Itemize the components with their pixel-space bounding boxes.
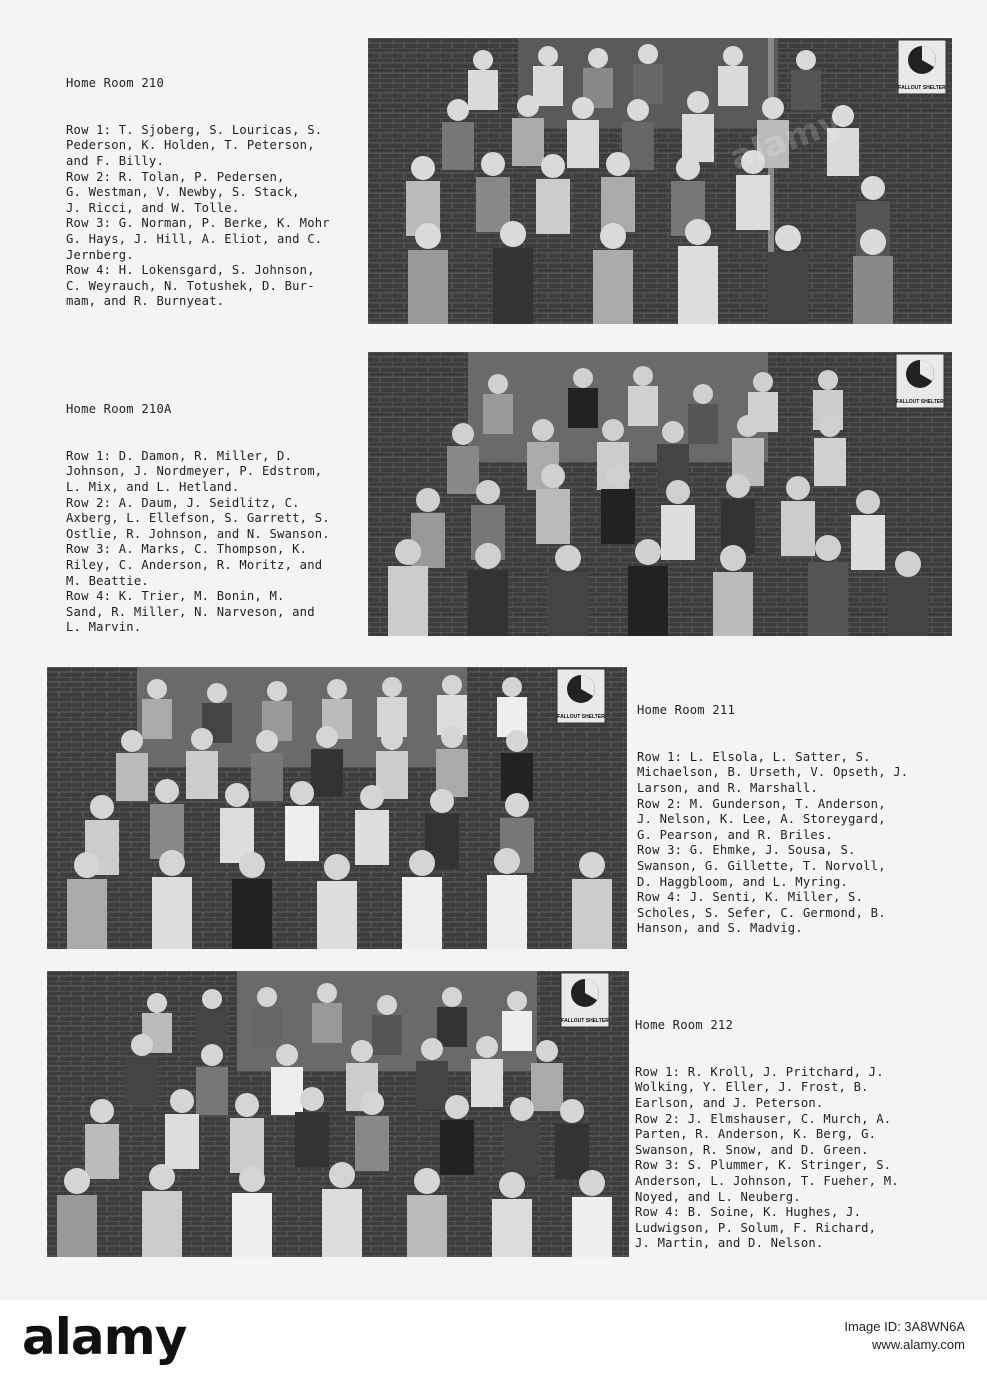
- stock-image-info: [844, 1318, 965, 1354]
- fallout-shelter-sign: [898, 40, 946, 94]
- shelter-sign-text: FALLOUT SHELTER: [896, 399, 944, 405]
- alamy-logo: alamy: [22, 1308, 187, 1366]
- shelter-sign-text: FALLOUT SHELTER: [561, 1018, 609, 1024]
- fallout-shelter-sign: [561, 973, 609, 1027]
- caption-home-room-212: [635, 1002, 935, 1252]
- caption-home-room-211: [637, 687, 937, 937]
- section-title: Home Room 212: [635, 1017, 733, 1032]
- class-photo-210a: [368, 352, 952, 636]
- section-names: Row 1: T. Sjoberg, S. Louricas, S. Pederson, K. Holden, T. Peterson, and F. Billy. Row 2: R. Tolan, P. Pedersen, G. Westman, V. Newby, S. Stack, J. Ricci, and W. Tolle. Row 3: G. Norman, P. Berke, K. Mohr G. Hays, J. Hill, A. Eliot, and C. Jernberg. Row 4: H. Lokensgard, S. Johnson, C. Weyrauch, N. Totushek, D. Bur- mam, and R. Burnyeat.: [66, 122, 330, 309]
- fallout-shelter-sign: [557, 669, 605, 723]
- shelter-sign-text: FALLOUT SHELTER: [898, 85, 946, 91]
- section-title: Home Room 210: [66, 75, 164, 90]
- class-photo-211: [47, 667, 627, 949]
- section-title: Home Room 211: [637, 702, 735, 717]
- class-photo-212: [47, 971, 629, 1257]
- section-names: Row 1: R. Kroll, J. Pritchard, J. Wolking, Y. Eller, J. Frost, B. Earlson, and J. Peterson. Row 2: J. Elmshauser, C. Murch, A. Parten, R. Anderson, K. Berg, G. Swanson, R. Snow, and D. Green. Row 3: S. Plummer, K. Stringer, S. Anderson, L. Johnson, T. Fueher, M. Noyed, and L. Neuberg. Row 4: B. Soine, K. Hughes, J. Ludwigson, P. Solum, F. Richard, J. Martin, and D. Nelson.: [635, 1064, 899, 1251]
- section-names: Row 1: D. Damon, R. Miller, D. Johnson, J. Nordmeyer, P. Edstrom, L. Mix, and L. Hetland. Row 2: A. Daum, J. Seidlitz, C. Axberg, L. Ellefson, S. Garrett, S. Ostlie, R. Johnson, and N. Swanson. Row 3: A. Marks, C. Thompson, K. Riley, C. Anderson, R. Moritz, and M. Beattie. Row 4: K. Trier, M. Bonin, M. Sand, R. Miller, N. Narveson, and L. Marvin.: [66, 448, 330, 635]
- class-photo-210: [368, 38, 952, 324]
- caption-home-room-210a: [66, 386, 356, 636]
- section-title: Home Room 210A: [66, 401, 172, 416]
- image-id: Image ID: 3A8WN6A: [844, 1319, 965, 1334]
- shelter-sign-text: FALLOUT SHELTER: [557, 714, 605, 720]
- section-names: Row 1: L. Elsola, L. Satter, S. Michaelson, B. Urseth, V. Opseth, J. Larson, and R. Marshall. Row 2: M. Gunderson, T. Anderson, J. Nelson, K. Lee, A. Storeygard, G. Pearson, and R. Briles. Row 3: G. Ehmke, J. Sousa, S. Swanson, G. Gillette, T. Norvoll, D. Haggbloom, and L. Myring. Row 4: J. Senti, K. Miller, S. Scholes, S. Sefer, C. Germond, B. Hanson, and S. Madvig.: [637, 749, 909, 936]
- caption-home-room-210: [66, 60, 356, 310]
- fallout-shelter-sign: [896, 354, 944, 408]
- stock-url: www.alamy.com: [872, 1337, 965, 1352]
